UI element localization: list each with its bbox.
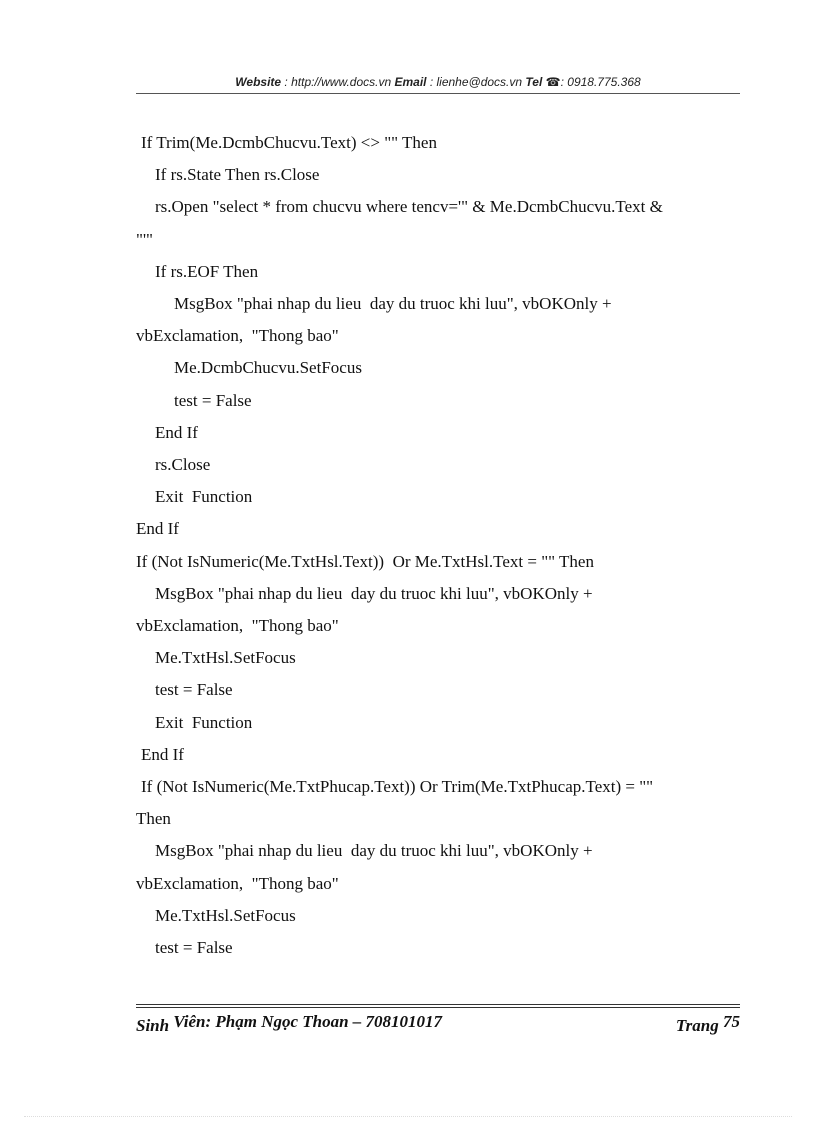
code-line: "'" [136,230,153,249]
code-line: vbExclamation, "Thong bao" [136,326,339,345]
website-value: : http://www.docs.vn [281,75,395,89]
code-line: End If [136,519,179,538]
code-line: Then [136,809,171,828]
code-line: Exit Function [155,713,253,732]
code-line: vbExclamation, "Thong bao" [136,616,339,635]
code-line: MsgBox "phai nhap du lieu day du truoc khi luu", vbOKOnly + [155,841,593,860]
code-line: vbExclamation, "Thong bao" [136,874,339,893]
code-line: If (Not IsNumeric(Me.TxtPhucap.Text)) Or Trim(Me.TxtPhucap.Text) = "" [141,777,654,796]
website-label: Website [235,75,282,89]
code-line: If Trim(Me.DcmbChucvu.Text) <> "" Then [141,133,437,152]
footer-author-name: Viên: Phạm Ngọc Thoan – 708101017 [169,1012,443,1031]
code-line: MsgBox "phai nhap du lieu day du truoc khi luu", vbOKOnly + [174,294,612,313]
footer-author [136,1012,443,1036]
footer-divider-top [136,1004,740,1005]
footer-page [675,1012,740,1036]
code-line: Me.TxtHsl.SetFocus [155,906,296,925]
code-line: If rs.EOF Then [155,262,259,281]
code-line: Me.DcmbChucvu.SetFocus [174,358,362,377]
email-value: : lienhe@docs.vn [426,75,526,89]
code-line: If rs.State Then rs.Close [155,165,320,184]
code-line: test = False [155,938,233,957]
code-line: MsgBox "phai nhap du lieu day du truoc khi luu", vbOKOnly + [155,584,593,603]
code-line: If (Not IsNumeric(Me.TxtHsl.Text)) Or Me.TxtHsl.Text = "" Then [136,552,594,571]
code-line: rs.Open "select * from chucvu where tencv='" & Me.DcmbChucvu.Text & [155,197,663,216]
code-line: End If [141,745,184,764]
email-label: Email [394,75,427,89]
code-line: test = False [155,680,233,699]
code-line: rs.Close [155,455,211,474]
page-number: 75 [723,1012,740,1031]
tel-value: : 0918.775.368 [560,75,641,89]
code-line: test = False [174,391,252,410]
footer-sinh: Sinh [136,1016,170,1035]
code-line: Me.TxtHsl.SetFocus [155,648,296,667]
code-line: End If [155,423,198,442]
code-line: Exit Function [155,487,253,506]
footer-divider-bottom [136,1007,740,1008]
page-edge [24,1116,792,1117]
phone-icon: ☎ [545,75,561,89]
tel-label: Tel [525,75,543,89]
footer-trang: Trang [675,1016,719,1035]
